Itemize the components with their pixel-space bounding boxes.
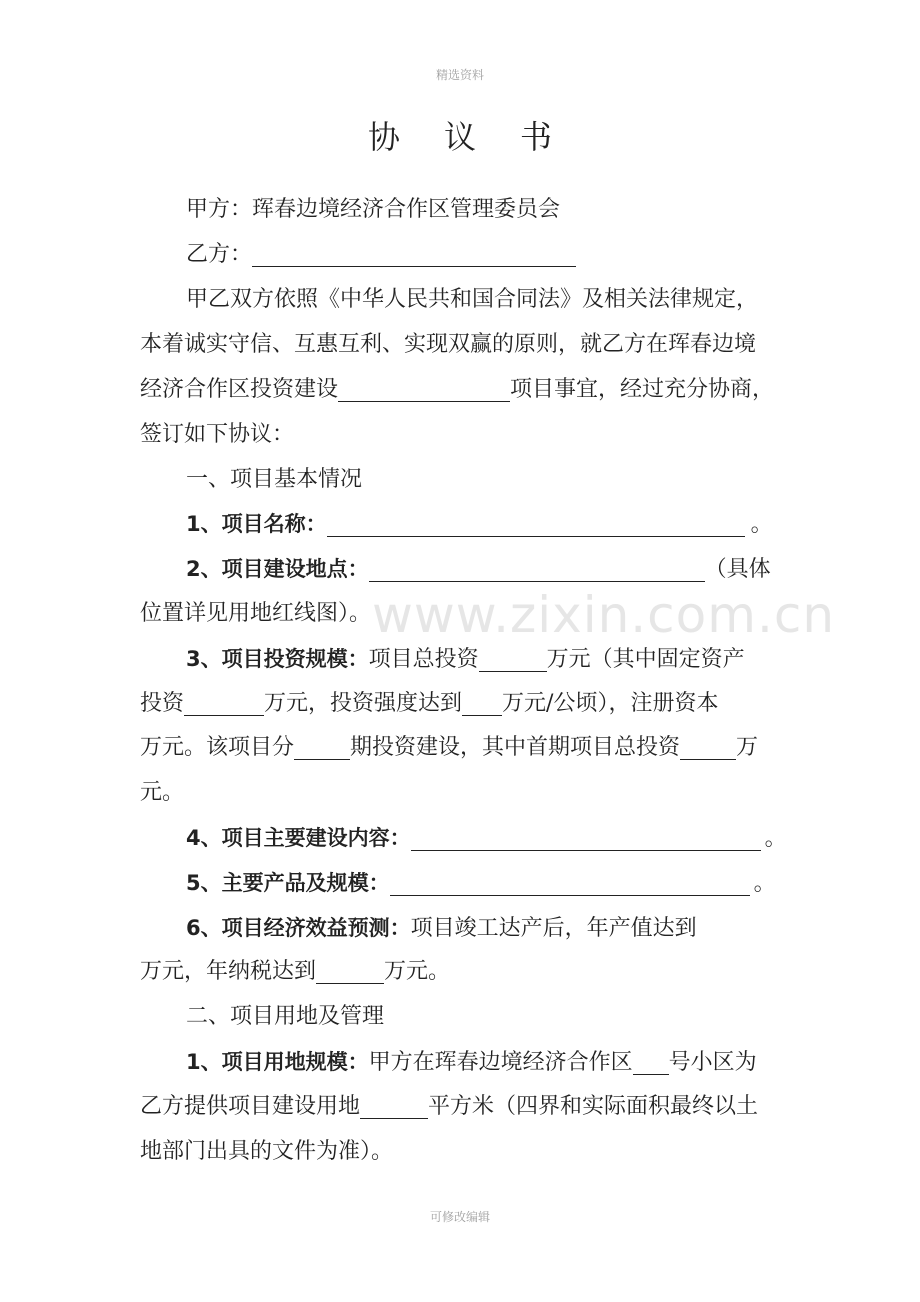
intro-line-3 [140, 368, 790, 412]
phase-count-blank[interactable] [294, 729, 350, 760]
item-2-1-text-l3: 地部门出具的文件为准）。 [140, 1139, 394, 1164]
item-1-6-text-a: 项目竣工达产后，年产值达到 [410, 916, 697, 941]
item-1-4-label: 4、项目主要建设内容： [186, 826, 411, 850]
location-blank[interactable] [369, 551, 705, 582]
party-a-text: 甲方：珲春边境经济合作区管理委员会 [186, 197, 561, 222]
intro-line-4 [140, 413, 790, 457]
construction-content-blank[interactable] [411, 820, 761, 851]
section-1-heading [186, 458, 836, 502]
section-1-heading-text: 一、项目基本情况 [186, 467, 363, 492]
intro-text-4: 签订如下协议： [140, 422, 295, 447]
intro-text-1: 甲乙双方依照《中华人民共和国合同法》及相关法律规定， [186, 287, 759, 312]
item-1-1-end: 。 [750, 512, 773, 537]
page-footer: 可修改编辑 [429, 1210, 490, 1224]
section-2-heading [186, 995, 836, 1039]
land-area-blank[interactable] [360, 1088, 428, 1119]
item-2-1 [186, 1040, 836, 1084]
item-1-6-text-l2b: 万元。 [384, 959, 451, 984]
project-title-blank[interactable] [327, 506, 745, 537]
item-1-5 [186, 861, 836, 905]
item-1-3-text-l3b: 期投资建设，其中首期项目总投资 [350, 735, 681, 760]
item-1-4-end: 。 [764, 826, 787, 851]
document-title: 协议书 [367, 118, 596, 156]
item-1-3-text-l2a: 投资 [140, 691, 185, 716]
item-1-3-text-l4: 元。 [140, 780, 185, 805]
intro-line-2 [140, 323, 790, 367]
item-1-3-text-l3a: 万元。该项目分 [140, 735, 295, 760]
item-1-2-tail: （具体 [704, 557, 771, 582]
item-2-1-text-a: 甲方在珲春边境经济合作区 [368, 1050, 633, 1075]
item-1-5-label: 5、主要产品及规模： [186, 871, 390, 895]
item-1-1-label: 1、项目名称： [186, 512, 327, 536]
page-header: 精选资料 [435, 68, 484, 82]
item-1-3-text-l3c: 万 [736, 735, 759, 760]
item-2-1-text-l2a: 乙方提供项目建设用地 [140, 1094, 361, 1119]
tax-blank[interactable] [316, 953, 384, 984]
item-1-6-label: 6、项目经济效益预测： [186, 916, 411, 940]
total-investment-blank[interactable] [479, 641, 547, 672]
item-1-3-text-a: 项目总投资 [368, 647, 479, 672]
item-1-3-line-2 [140, 682, 790, 726]
intro-text-3b: 项目事宜，经过充分协商， [510, 377, 775, 402]
item-1-3-label: 3、项目投资规模： [186, 647, 369, 671]
item-1-5-end: 。 [753, 871, 776, 896]
item-1-3-text-l2b: 万元，投资强度达到 [264, 691, 463, 716]
party-b-blank[interactable] [252, 236, 576, 267]
item-1-3 [186, 637, 836, 681]
item-1-1 [186, 502, 836, 546]
section-2-heading-text: 二、项目用地及管理 [186, 1004, 385, 1029]
item-2-1-label: 1、项目用地规模： [186, 1050, 369, 1074]
item-1-3-line-4 [140, 771, 790, 815]
fixed-asset-blank[interactable] [184, 685, 264, 716]
first-phase-blank[interactable] [680, 729, 736, 760]
item-1-2 [186, 547, 836, 591]
intro-text-3a: 经济合作区投资建设 [140, 377, 339, 402]
intro-line-1 [186, 278, 836, 322]
item-1-3-text-l2c: 万元/公顷），注册资本 [502, 691, 719, 716]
party-b [186, 233, 836, 277]
products-blank[interactable] [390, 865, 750, 896]
item-1-4 [186, 816, 836, 860]
intensity-blank[interactable] [462, 685, 502, 716]
zone-number-blank[interactable] [633, 1044, 669, 1075]
item-1-6-line-2 [140, 950, 790, 994]
item-2-1-line-3 [140, 1130, 790, 1174]
item-1-3-line-3 [140, 726, 790, 770]
item-1-6 [186, 906, 836, 950]
item-1-2-text-2: 位置详见用地红线图）。 [140, 601, 372, 626]
item-1-2-label: 2、项目建设地点： [186, 557, 369, 581]
project-name-blank[interactable] [338, 371, 510, 402]
party-b-label: 乙方： [186, 242, 253, 267]
item-1-6-text-l2a: 万元，年纳税达到 [140, 959, 317, 984]
party-a [186, 188, 836, 232]
item-1-2-line-2 [140, 592, 790, 636]
item-2-1-text-l2b: 平方米（四界和实际面积最终以土 [428, 1094, 759, 1119]
watermark: www.zixin.com.cn [372, 586, 836, 644]
item-2-1-text-b: 号小区为 [668, 1050, 757, 1075]
item-2-1-line-2 [140, 1085, 790, 1129]
item-1-3-text-b: 万元（其中固定资产 [546, 647, 745, 672]
intro-text-2: 本着诚实守信、互惠互利、实现双赢的原则，就乙方在珲春边境 [140, 332, 757, 357]
